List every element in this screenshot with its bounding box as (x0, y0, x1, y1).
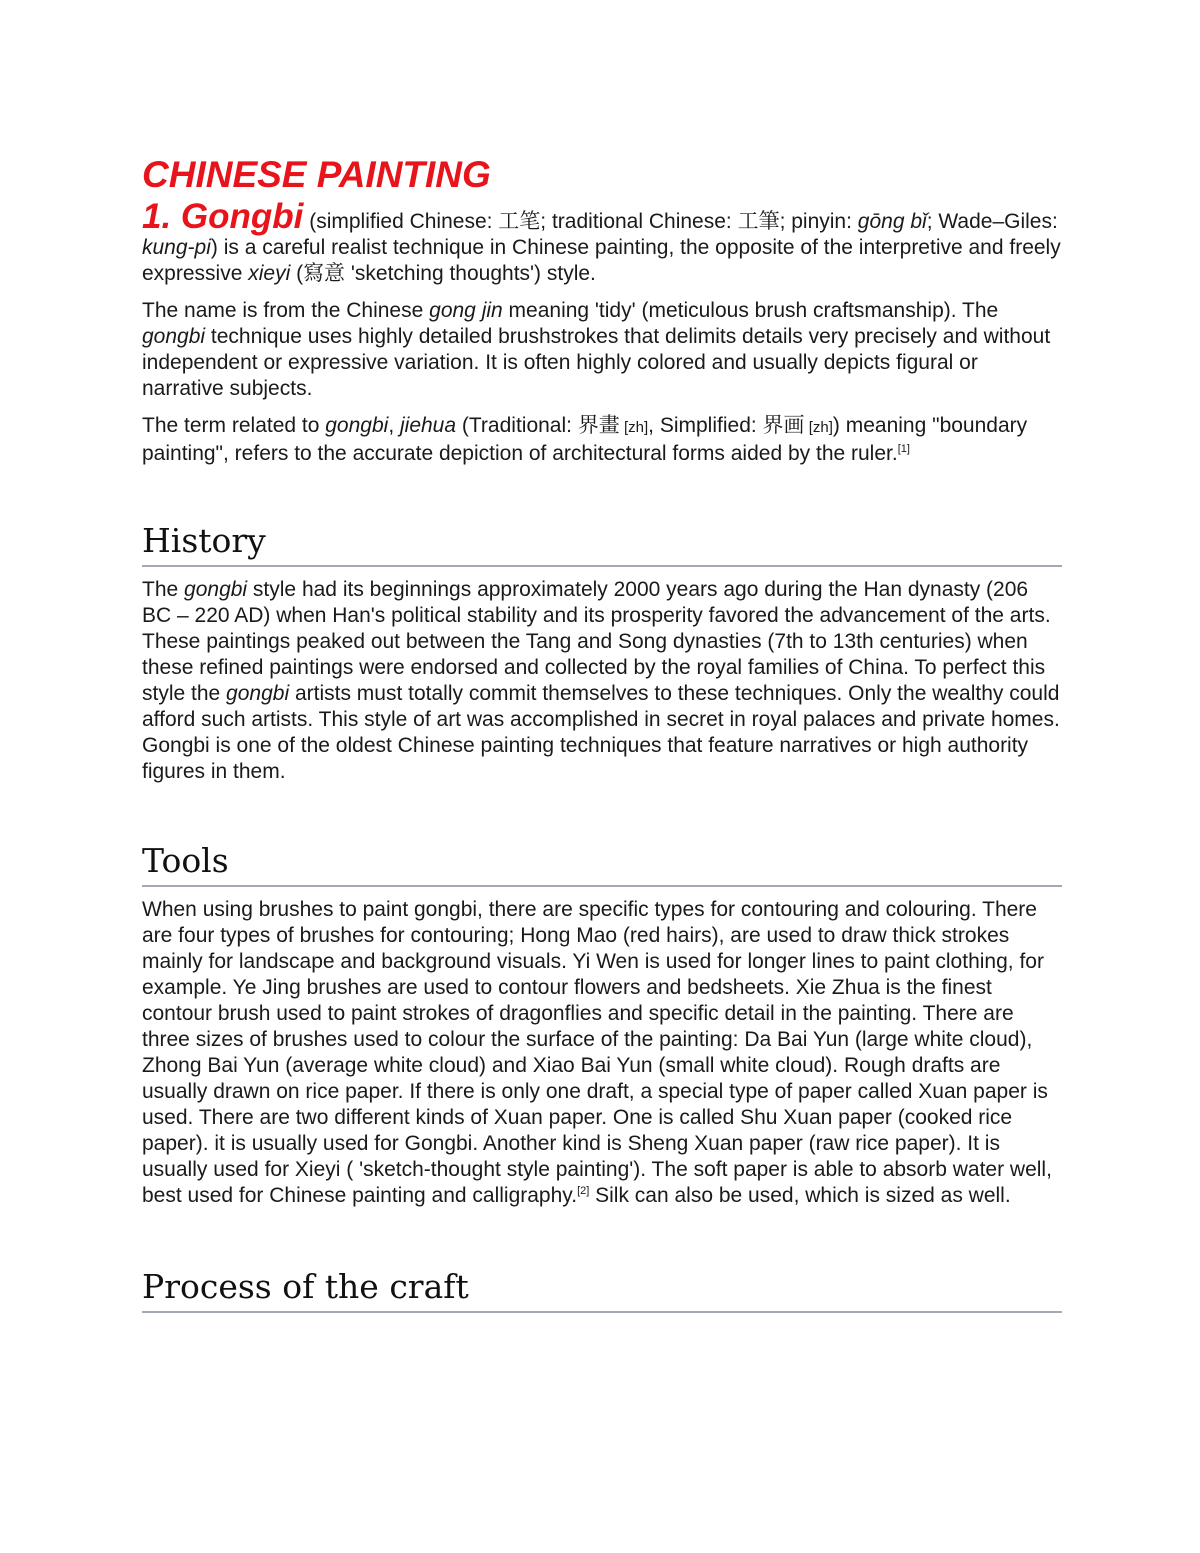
text-run: (simplified Chinese: (303, 210, 499, 233)
gongbi-intro-paragraph (142, 197, 1062, 287)
text-run: Silk can also be used, which is sized as well. (589, 1184, 1011, 1207)
footnote-ref[interactable]: [2] (577, 1185, 590, 1197)
term-italic: jiehua (399, 414, 457, 437)
term-italic: gongbi (226, 682, 290, 705)
text-run: ; pinyin: (779, 210, 858, 233)
footnote-ref[interactable]: [1] (897, 443, 910, 455)
term-italic: gongbi (142, 325, 206, 348)
term-italic: gongbi (184, 578, 248, 601)
wade-giles-text: kung-pi (142, 236, 211, 259)
text-run: ; Wade–Giles: (926, 210, 1058, 233)
chinese-text: 工筆 (737, 210, 780, 233)
chinese-text: 界畫 (577, 414, 620, 437)
gongbi-heading: 1. Gongbi (142, 197, 304, 236)
term-italic: gongbi (325, 414, 389, 437)
section-heading-process: Process of the craft (142, 1266, 1062, 1313)
text-run: ) is a careful realist technique in Chinese painting, the opposite of the interpretive and freely expressive (142, 236, 1061, 285)
text-run: ; traditional Chinese: (540, 210, 738, 233)
document-page (142, 150, 1062, 1323)
page-title: CHINESE PAINTING (142, 154, 491, 195)
pinyin-text: gōng bǐ (857, 210, 927, 233)
text-run: The term related to (142, 414, 326, 437)
chinese-text: 寫意 (303, 262, 346, 285)
text-run: ) meaning "boundary painting", refers to the accurate depiction of architectural forms aided by the ruler. (142, 414, 1028, 465)
text-run: , (388, 414, 400, 437)
section-heading-tools: Tools (142, 840, 1062, 887)
text-run: (Traditional: (456, 414, 578, 437)
chinese-text: 界画 (762, 414, 805, 437)
tools-paragraph (142, 897, 1062, 1209)
name-origin-paragraph (142, 298, 1062, 402)
jiehua-paragraph (142, 413, 1062, 467)
term-italic: gong jin (429, 299, 503, 322)
text-run: artists must totally commit themselves to these techniques. Only the wealthy could afford such artists. This style of art was accomplished in secret in royal palaces and private homes. Gongbi is one of the oldest Chinese painting techniques that feature narratives or high authority figures in them. (142, 682, 1060, 783)
chinese-text: 工笔 (498, 210, 541, 233)
text-run: , Simplified: (648, 414, 763, 437)
zh-link[interactable]: [zh] (804, 419, 833, 436)
text-run: meaning 'tidy' (meticulous brush craftsmanship). The (502, 299, 999, 322)
section-heading-history: History (142, 520, 1062, 567)
text-run: When using brushes to paint gongbi, there are specific types for contouring and colouring. There are four types of brushes for contouring; Hong Mao (red hairs), are used to draw thick strokes mainly for landscape and background visuals. Yi Wen is used for longer lines to paint clothing, for example. Ye Jing brushes are used to contour flowers and bedsheets. Xie Zhua is the finest contour brush used to paint strokes of dragonflies and specific detail in the painting. There are three sizes of brushes used to colour the surface of the painting: Da Bai Yun (large white cloud), Zhong Bai Yun (average white cloud) and Xiao Bai Yun (small white cloud). Rough drafts are usually drawn on rice paper. If there is only one draft, a special type of paper called Xuan paper is used. There are two different kinds of Xuan paper. One is called Shu Xuan paper (cooked rice paper). it is usually used for Gongbi. Another kind is Sheng Xuan paper (raw rice paper). It is usually used for Xieyi ( 'sketch-thought style painting'). The soft paper is able to absorb water well, best used for Chinese painting and calligraphy. (142, 898, 1052, 1207)
zh-link[interactable]: [zh] (619, 419, 649, 436)
text-run: The (142, 578, 185, 601)
history-paragraph (142, 577, 1062, 785)
text-run: The name is from the Chinese (142, 299, 430, 322)
text-run: ( (290, 262, 304, 285)
xieyi-term: xieyi (248, 262, 291, 285)
text-run: style had its beginnings approximately 2000 years ago during the Han dynasty (206 BC – 220 AD) when Han's political stability and its prosperity favored the advancement of the arts. These paintings peaked out between the Tang and Song dynasties (7th to 13th centuries) when these refined paintings were endorsed and collected by the royal families of China. To perfect this style the (142, 578, 1051, 705)
text-run: technique uses highly detailed brushstrokes that delimits details very precisely and without independent or expressive variation. It is often highly colored and usually depicts figural or narrative subjects. (142, 325, 1051, 400)
text-run: 'sketching thoughts') style. (345, 262, 596, 285)
